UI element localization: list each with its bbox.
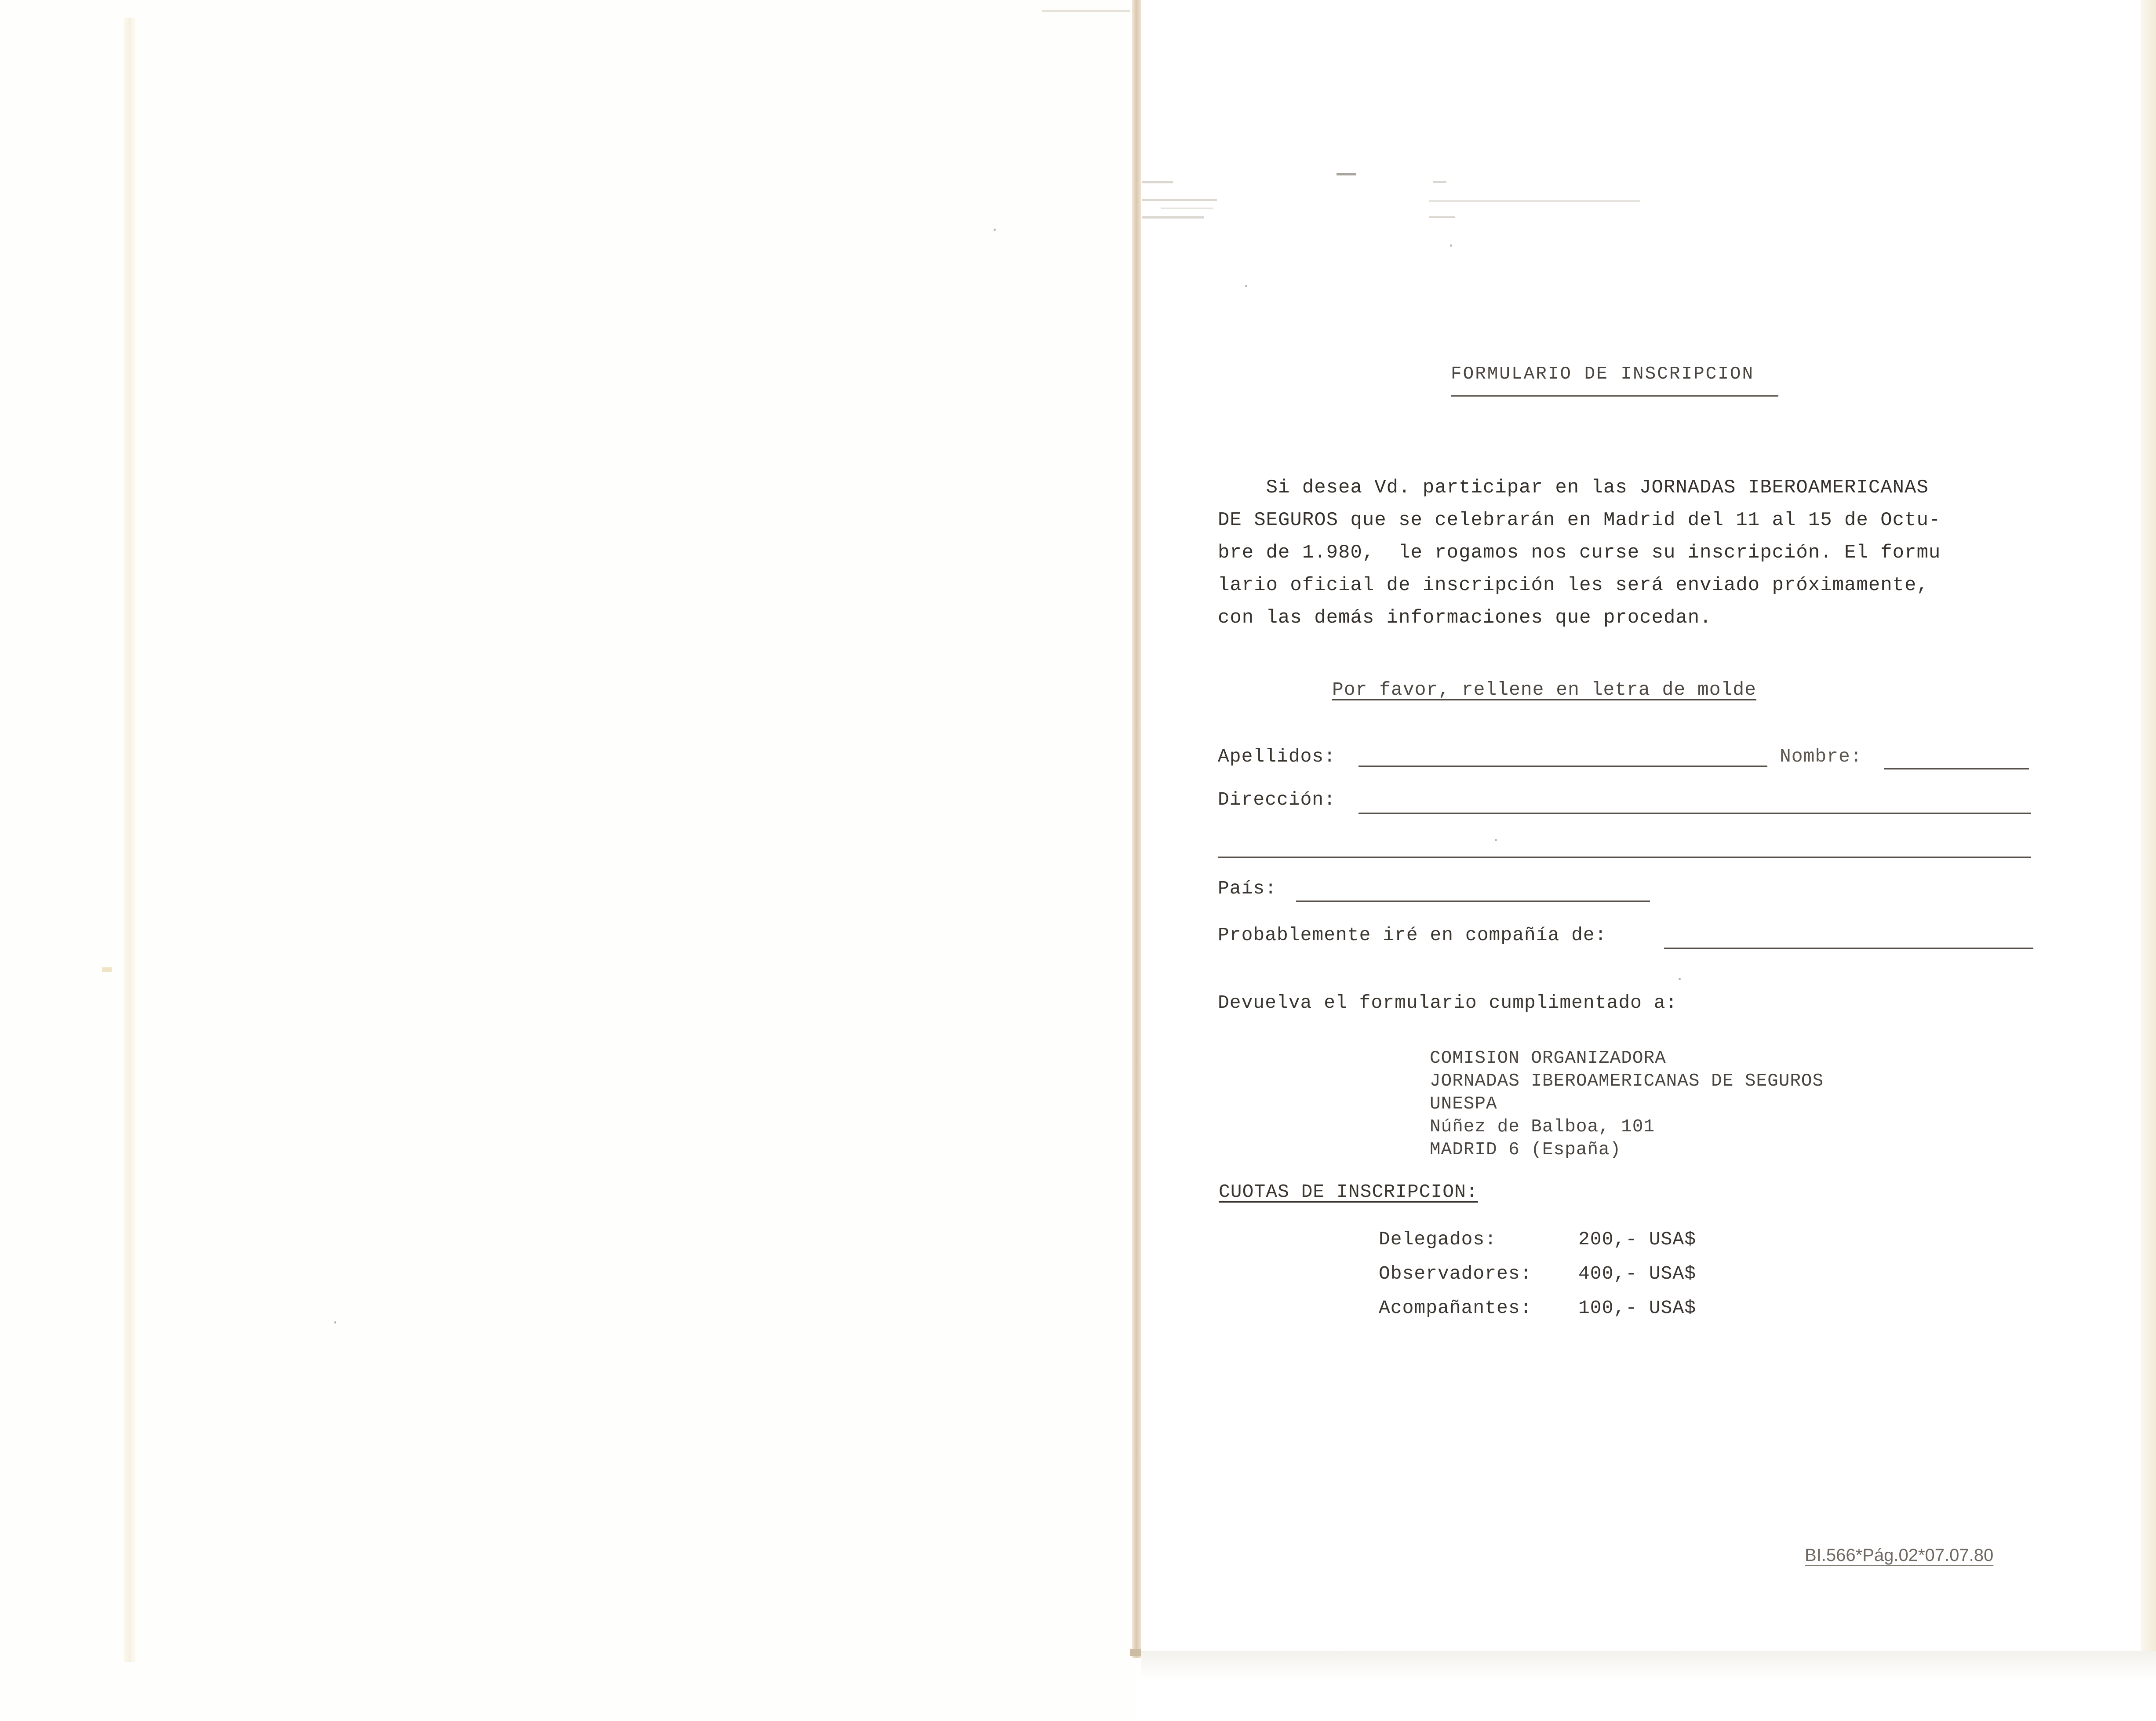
block-letters-instruction: Por favor, rellene en letra de molde	[1332, 679, 1756, 700]
intro-line: DE SEGUROS que se celebrarán en Madrid del 11 al 15 de Octu-	[1218, 509, 1941, 531]
intro-line: Si desea Vd. participar en las JORNADAS IBEROAMERICANAS	[1218, 477, 1929, 499]
name-label: Nombre:	[1780, 746, 1862, 767]
left-page-edge-shadow	[124, 18, 135, 1662]
address-line: MADRID 6 (España)	[1430, 1140, 1621, 1160]
country-fill-line[interactable]	[1296, 901, 1650, 902]
return-instruction: Devuelva el formulario cumplimentado a:	[1218, 992, 1678, 1014]
paper-speck	[334, 1321, 336, 1324]
fee-amount: 200,- USA$	[1578, 1229, 1697, 1250]
page-bottom-shading	[1141, 1651, 2156, 1721]
fee-label: Acompañantes:	[1379, 1297, 1532, 1319]
address-line: Núñez de Balboa, 101	[1430, 1117, 1655, 1137]
address-line: JORNADAS IBEROAMERICANAS DE SEGUROS	[1430, 1071, 1824, 1091]
form-page	[1141, 0, 2156, 1721]
fee-amount: 100,- USA$	[1578, 1297, 1697, 1319]
name-fill-line[interactable]	[1884, 768, 2029, 769]
address-label: Dirección:	[1218, 789, 1336, 810]
intro-line: lario oficial de inscripción les será enviado próximamente,	[1218, 574, 1929, 596]
fees-heading: CUOTAS DE INSCRIPCION:	[1219, 1181, 1478, 1203]
address-fill-line[interactable]	[1358, 813, 2031, 814]
fee-amount: 400,- USA$	[1578, 1263, 1697, 1284]
companion-fill-line[interactable]	[1664, 948, 2033, 949]
form-title: FORMULARIO DE INSCRIPCION	[1451, 364, 1755, 384]
fee-label: Delegados:	[1379, 1229, 1497, 1250]
companion-label: Probablemente iré en compañía de:	[1218, 924, 1607, 946]
page-reference: BI.566*Pág.02*07.07.80	[1805, 1546, 1994, 1565]
top-edge-smudge	[1042, 10, 1130, 12]
address-line: COMISION ORGANIZADORA	[1430, 1048, 1666, 1068]
title-underline	[1451, 395, 1778, 397]
address-fill-line-2[interactable]	[1218, 857, 2031, 858]
paper-speck	[994, 229, 996, 231]
center-fold-gutter	[1132, 0, 1141, 1658]
fee-label: Observadores:	[1379, 1263, 1532, 1284]
right-page-edge-shadow	[2141, 0, 2156, 1653]
intro-line: con las demás informaciones que procedan.	[1218, 607, 1712, 629]
address-line: UNESPA	[1430, 1094, 1497, 1114]
country-label: País:	[1218, 878, 1277, 899]
left-page-mark	[102, 967, 112, 972]
surname-label: Apellidos:	[1218, 746, 1336, 767]
intro-line: bre de 1.980, le rogamos nos curse su inscripción. El formu	[1218, 542, 1941, 564]
surname-fill-line[interactable]	[1358, 766, 1767, 767]
